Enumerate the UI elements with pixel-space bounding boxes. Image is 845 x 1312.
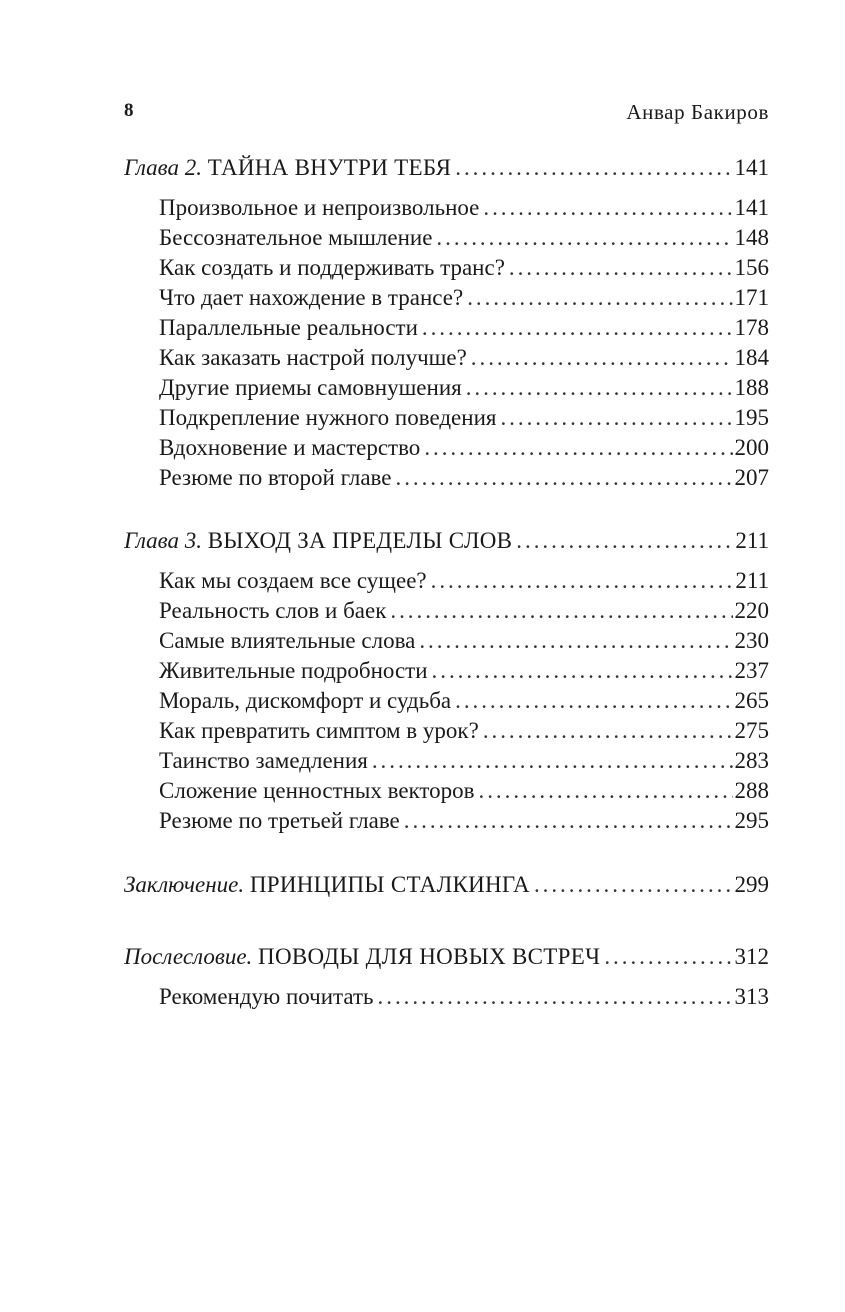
dot-leader xyxy=(436,223,732,253)
chapter-page: 299 xyxy=(734,872,769,897)
toc-item[interactable] xyxy=(124,626,769,656)
toc-item[interactable] xyxy=(124,596,769,626)
toc-item-page: 211 xyxy=(735,568,769,593)
toc-item[interactable] xyxy=(124,982,769,1012)
toc-item-title: Как превратить симптом в урок? xyxy=(159,718,479,743)
dot-leader xyxy=(431,566,734,596)
toc-item[interactable] xyxy=(124,806,769,836)
toc-item-title: Мораль, дискомфорт и судьба xyxy=(159,688,452,713)
toc-item[interactable] xyxy=(124,776,769,806)
dot-leader xyxy=(404,806,733,836)
toc-item-page: 237 xyxy=(734,658,769,683)
toc-item-title: Произвольное и непроизвольное xyxy=(159,195,480,220)
toc-item-page: 141 xyxy=(734,195,769,220)
chapter-title: ПРИНЦИПЫ СТАЛКИНГА xyxy=(249,872,530,897)
dot-leader xyxy=(455,686,732,716)
chapter-label: Послесловие. xyxy=(124,944,253,969)
toc-item-page: 230 xyxy=(734,628,769,653)
toc-item-title: Как заказать настрой получше? xyxy=(159,345,467,370)
toc-chapter-entry[interactable] xyxy=(124,942,769,972)
chapter-title: ПОВОДЫ ДЛЯ НОВЫХ ВСТРЕЧ xyxy=(258,944,601,969)
dot-leader xyxy=(390,596,732,626)
toc-chapter-2 xyxy=(124,153,769,493)
toc-item-page: 207 xyxy=(734,465,769,490)
toc-item-page: 313 xyxy=(734,984,769,1009)
toc-item[interactable] xyxy=(124,313,769,343)
toc-item[interactable] xyxy=(124,433,769,463)
toc-item[interactable] xyxy=(124,566,769,596)
toc-item[interactable] xyxy=(124,716,769,746)
toc-item[interactable] xyxy=(124,656,769,686)
dot-leader xyxy=(516,526,733,556)
toc-chapter-entry[interactable] xyxy=(124,870,769,900)
toc-item-title: Реальность слов и баек xyxy=(159,598,387,623)
toc-item[interactable] xyxy=(124,373,769,403)
toc-conclusion xyxy=(124,870,769,900)
page-number: 8 xyxy=(124,100,135,121)
toc-item[interactable] xyxy=(124,253,769,283)
dot-leader xyxy=(432,656,733,686)
chapter-page: 312 xyxy=(734,944,769,969)
chapter-label: Заключение. xyxy=(124,872,245,897)
toc-item-page: 220 xyxy=(734,598,769,623)
toc-item[interactable] xyxy=(124,193,769,223)
toc-item-title: Рекомендую почитать xyxy=(159,984,374,1009)
running-head xyxy=(124,100,769,130)
chapter-label: Глава 3. xyxy=(124,528,202,553)
toc-item-title: Самые влиятельные слова xyxy=(159,628,416,653)
toc-item-page: 171 xyxy=(734,285,769,310)
toc-item-page: 148 xyxy=(734,225,769,250)
toc-item-page: 200 xyxy=(734,435,769,460)
toc-item[interactable] xyxy=(124,746,769,776)
toc-chapter-entry[interactable] xyxy=(124,153,769,183)
toc-item-title: Вдохновение и мастерство xyxy=(159,435,421,460)
dot-leader xyxy=(534,870,733,900)
chapter-title: ТАЙНА ВНУТРИ ТЕБЯ xyxy=(207,155,452,180)
toc-item-title: Сложение ценностных векторов xyxy=(159,778,475,803)
dot-leader xyxy=(479,776,733,806)
dot-leader xyxy=(424,433,732,463)
chapter-label: Глава 2. xyxy=(124,155,202,180)
dot-leader xyxy=(509,253,733,283)
toc-item-page: 283 xyxy=(734,748,769,773)
toc-item-page: 188 xyxy=(734,375,769,400)
dot-leader xyxy=(396,463,733,493)
dot-leader xyxy=(466,373,733,403)
toc-item-page: 265 xyxy=(734,688,769,713)
chapter-page: 141 xyxy=(734,155,769,180)
dot-leader xyxy=(378,982,733,1012)
dot-leader xyxy=(500,403,732,433)
toc-item-page: 184 xyxy=(734,345,769,370)
dot-leader xyxy=(471,343,733,373)
table-of-contents xyxy=(124,153,769,1041)
dot-leader xyxy=(467,283,732,313)
dot-leader xyxy=(455,153,732,183)
toc-item-page: 195 xyxy=(734,405,769,430)
toc-item-title: Живительные подробности xyxy=(159,658,428,683)
toc-item-page: 178 xyxy=(734,315,769,340)
toc-chapter-entry[interactable] xyxy=(124,526,769,556)
toc-item-page: 275 xyxy=(734,718,769,743)
dot-leader xyxy=(604,942,732,972)
toc-item-title: Резюме по третьей главе xyxy=(159,808,400,833)
toc-item-title: Таинство замедления xyxy=(159,748,368,773)
toc-item[interactable] xyxy=(124,686,769,716)
toc-item-title: Как мы создаем все сущее? xyxy=(159,568,427,593)
chapter-page: 211 xyxy=(735,528,769,553)
toc-item[interactable] xyxy=(124,343,769,373)
toc-item-page: 288 xyxy=(734,778,769,803)
toc-item-title: Бессознательное мышление xyxy=(159,225,433,250)
toc-item[interactable] xyxy=(124,463,769,493)
toc-item-title: Как создать и поддерживать транс? xyxy=(159,255,505,280)
toc-item-title: Другие приемы самовнушения xyxy=(159,375,462,400)
toc-item-page: 156 xyxy=(734,255,769,280)
toc-chapter-3 xyxy=(124,526,769,836)
toc-item-title: Резюме по второй главе xyxy=(159,465,392,490)
dot-leader xyxy=(372,746,733,776)
chapter-title: ВЫХОД ЗА ПРЕДЕЛЫ СЛОВ xyxy=(207,528,513,553)
toc-item-title: Параллельные реальности xyxy=(159,315,418,340)
toc-item[interactable] xyxy=(124,283,769,313)
toc-item[interactable] xyxy=(124,403,769,433)
toc-item-title: Что дает нахождение в трансе? xyxy=(159,285,464,310)
dot-leader xyxy=(422,313,733,343)
toc-item-title: Подкрепление нужного поведения xyxy=(159,405,497,430)
dot-leader xyxy=(483,193,732,223)
dot-leader xyxy=(419,626,732,656)
toc-afterword xyxy=(124,942,769,1012)
author-name: Анвар Бакиров xyxy=(626,100,769,124)
toc-item[interactable] xyxy=(124,223,769,253)
dot-leader xyxy=(483,716,733,746)
toc-item-page: 295 xyxy=(734,808,769,833)
